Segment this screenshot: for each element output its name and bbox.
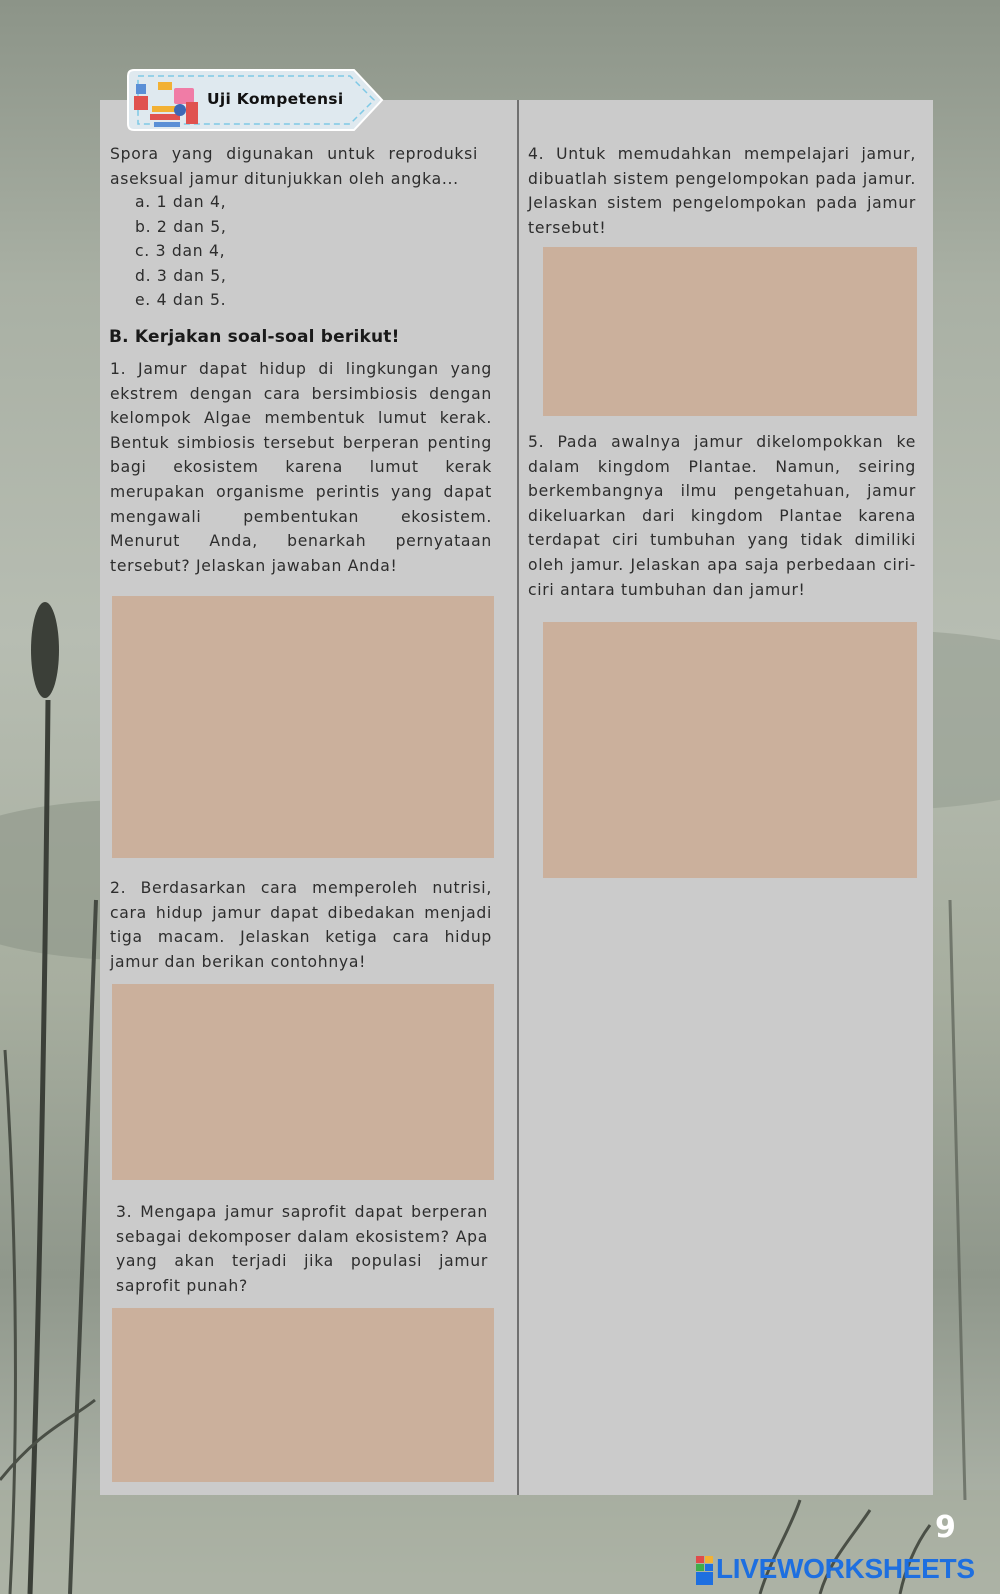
liveworksheets-brand[interactable]: LIVEWORKSHEETS: [716, 1553, 975, 1584]
question-1: 1. Jamur dapat hidup di lingkungan yang ekstrem dengan cara bersimbiosis dengan kelompok Algae membentuk lumut kerak. Bentuk simbiosis tersebut berperan penting bagi ekosistem karena lumut kerak merupakan organisme perintis yang dapat mengawali pembentukan ekosistem. Menurut Anda, benarkah pernyataan tersebut? Jelaskan jawaban Anda!: [110, 360, 492, 575]
liveworksheets-logo-icon: [696, 1556, 714, 1586]
header-title: Uji Kompetensi: [207, 90, 344, 108]
books-icon: [134, 76, 202, 128]
column-divider: [517, 100, 519, 1495]
option-d[interactable]: d. 3 dan 5,: [135, 267, 227, 285]
mc-question: Spora yang digunakan untuk reproduksi aseksual jamur ditunjukkan oleh angka...: [110, 145, 478, 188]
option-b[interactable]: b. 2 dan 5,: [135, 218, 227, 236]
question-2: 2. Berdasarkan cara memperoleh nutrisi, cara hidup jamur dapat dibedakan menjadi tiga macam. Jelaskan ketiga cara hidup jamur dan berikan contohnya!: [110, 879, 492, 971]
option-c[interactable]: c. 3 dan 4,: [135, 242, 226, 260]
answer-input-5[interactable]: [543, 622, 917, 878]
option-e[interactable]: e. 4 dan 5.: [135, 291, 227, 309]
section-b-heading: B. Kerjakan soal-soal berikut!: [109, 327, 400, 347]
option-a[interactable]: a. 1 dan 4,: [135, 193, 227, 211]
question-5: 5. Pada awalnya jamur dikelompokkan ke dalam kingdom Plantae. Namun, seiring berkembangnya ilmu pengetahuan, jamur dikeluarkan dari kingdom Plantae karena terdapat ciri tumbuhan yang tidak dimiliki oleh jamur. Jelaskan apa saja perbedaan ciri-ciri antara tumbuhan dan jamur!: [528, 433, 916, 599]
page-number: 9: [935, 1510, 956, 1545]
answer-input-1[interactable]: [112, 596, 494, 858]
answer-box-4[interactable]: [543, 247, 917, 416]
answer-input-3[interactable]: [112, 1308, 494, 1482]
answer-box-3[interactable]: [112, 1308, 494, 1482]
question-3: 3. Mengapa jamur saprofit dapat berperan sebagai dekomposer dalam ekosistem? Apa yang akan terjadi jika populasi jamur saprofit punah?: [116, 1203, 488, 1295]
answer-box-5[interactable]: [543, 622, 917, 878]
answer-box-1[interactable]: [112, 596, 494, 858]
answer-input-2[interactable]: [112, 984, 494, 1180]
answer-box-2[interactable]: [112, 984, 494, 1180]
answer-input-4[interactable]: [543, 247, 917, 416]
question-4: 4. Untuk memudahkan mempelajari jamur, dibuatlah sistem pengelompokan pada jamur. Jelaskan sistem pengelompokan pada jamur tersebut!: [528, 145, 916, 237]
